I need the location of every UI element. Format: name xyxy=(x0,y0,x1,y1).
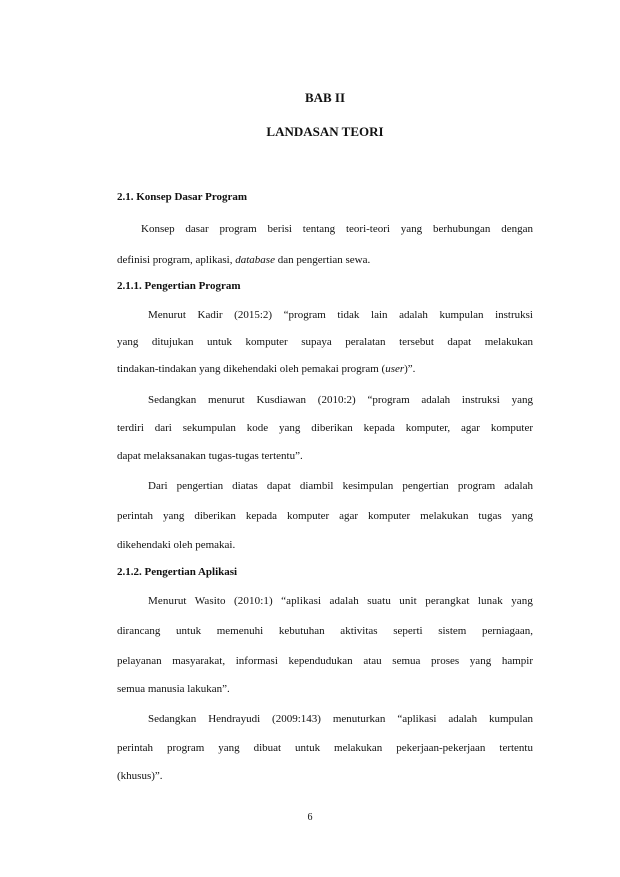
emphasis-text: user xyxy=(385,363,405,375)
paragraph-line: Sedangkan Hendrayudi (2009:143) menuturkan “aplikasi adalah kumpulan xyxy=(148,713,533,725)
paragraph-line: dirancang untuk memenuhi kebutuhan aktivitas seperti sistem perniagaan, xyxy=(117,625,533,637)
text-run: definisi program, aplikasi, xyxy=(117,254,236,266)
chapter-label: BAB II xyxy=(304,90,346,105)
paragraph-line: Konsep dasar program berisi tentang teori-teori yang berhubungan dengan xyxy=(141,223,533,235)
text-run: dan pengertian sewa. xyxy=(274,254,371,266)
section-heading-2-1: 2.1. Konsep Dasar Program xyxy=(117,191,248,203)
paragraph-line: Sedangkan menurut Kusdiawan (2010:2) “program adalah instruksi yang xyxy=(148,394,533,406)
chapter-title: LANDASAN TEORI xyxy=(266,124,384,139)
paragraph-line: perintah yang diberikan kepada komputer agar komputer melakukan tugas yang xyxy=(117,510,533,522)
paragraph-line: Menurut Kadir (2015:2) “program tidak lain adalah kumpulan instruksi xyxy=(148,309,533,321)
section-heading-2-1-1: 2.1.1. Pengertian Program xyxy=(117,280,241,292)
text-run: tindakan-tindakan yang dikehendaki oleh pemakai program ( xyxy=(117,363,386,375)
paragraph-line: dapat melaksanakan tugas-tugas tertentu”. xyxy=(117,450,303,462)
paragraph-line xyxy=(117,362,533,376)
paragraph-line: dikehendaki oleh pemakai. xyxy=(117,539,236,551)
paragraph-line: terdiri dari sekumpulan kode yang diberikan kepada komputer, agar komputer xyxy=(117,422,533,434)
section-heading-2-1-2: 2.1.2. Pengertian Aplikasi xyxy=(117,566,238,578)
paragraph-line: yang ditujukan untuk komputer supaya peralatan tersebut dapat melakukan xyxy=(117,336,533,348)
paragraph-line xyxy=(117,253,533,267)
paragraph-line: pelayanan masyarakat, informasi kependudukan atau semua proses yang hampir xyxy=(117,655,533,667)
paragraph-line: Dari pengertian diatas dapat diambil kesimpulan pengertian program adalah xyxy=(148,480,533,492)
text-run: )”. xyxy=(404,363,416,375)
paragraph-line: Menurut Wasito (2010:1) “aplikasi adalah suatu unit perangkat lunak yang xyxy=(148,595,533,607)
paragraph-line: perintah program yang dibuat untuk melakukan pekerjaan-pekerjaan tertentu xyxy=(117,742,533,754)
paragraph-line: (khusus)”. xyxy=(117,770,163,782)
emphasis-text: database xyxy=(235,254,275,266)
page-number: 6 xyxy=(307,812,313,823)
paragraph-line: semua manusia lakukan”. xyxy=(117,683,230,695)
